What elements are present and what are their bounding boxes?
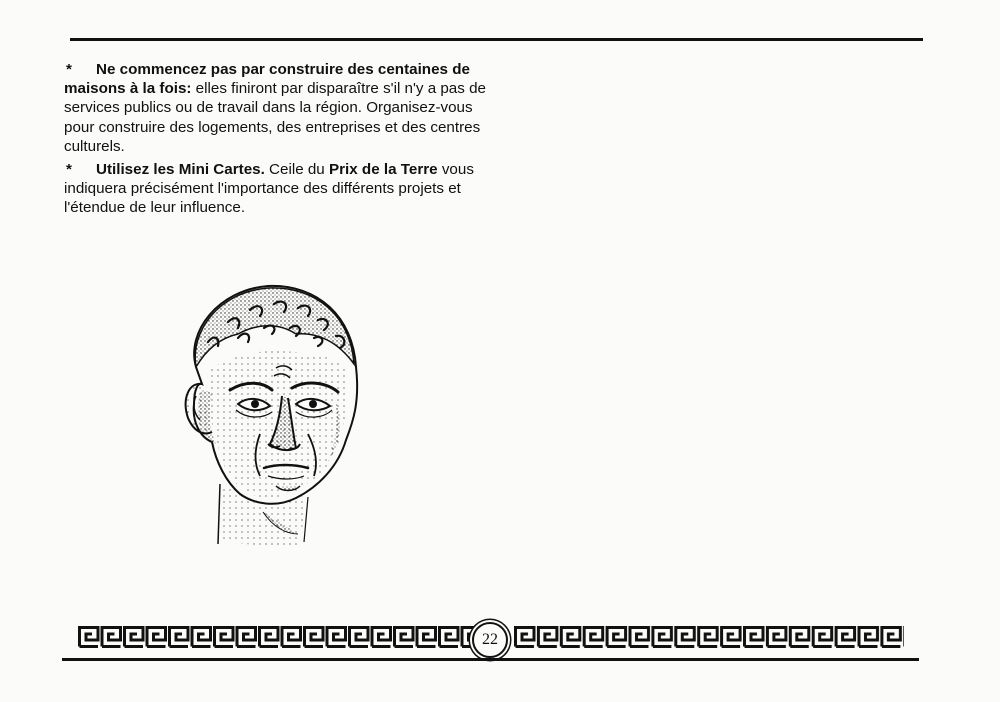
bullet-star: * [66, 161, 72, 179]
tip-2-bold-text: Utilisez les Mini Cartes. [96, 161, 265, 179]
meander-right [514, 626, 904, 648]
tip-2-bold-term: Prix de la Terre [328, 161, 438, 179]
tip-1-bold-text: Ne commencez pas par construire des centaines de maisons à la fois: [64, 61, 470, 98]
page-number-badge: 22 [472, 622, 508, 658]
bottom-rule [62, 658, 919, 661]
greek-key-meander-icon [62, 622, 922, 652]
top-rule [70, 38, 923, 41]
tips-text-column [64, 60, 494, 222]
meander-left [78, 626, 528, 648]
tip-2-body-text-end: vous indiquera précisément l'importance des différents projets et l'étendue de leur influence. [64, 161, 474, 217]
tip-paragraph-2 [64, 160, 494, 218]
bullet-star: * [66, 61, 72, 78]
tip-paragraph-1 [64, 60, 494, 156]
tip-2-body-text: Ceile du [264, 161, 329, 179]
tip-1-body-text: elles finiront par disparaître s'il n'y a pas de services publics ou de travail dans la région. Organisez-vous pour construire des logements, des entreprises et des centres culturels. [64, 80, 486, 155]
roman-bust-portrait-icon [168, 272, 368, 557]
